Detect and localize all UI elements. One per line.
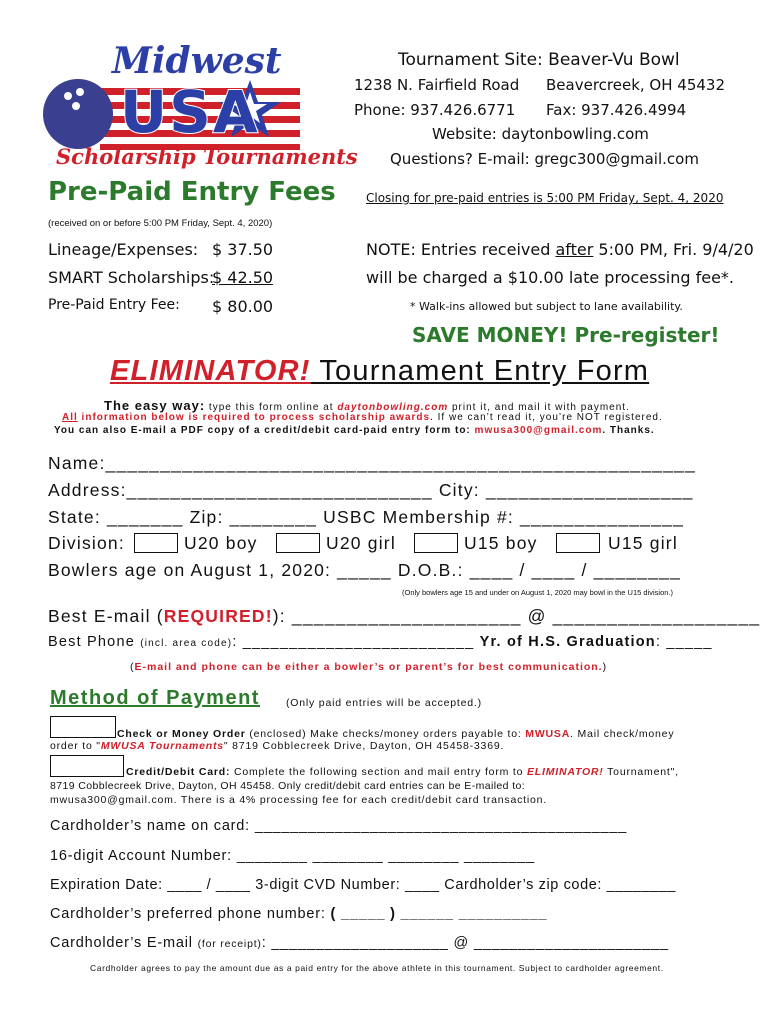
- address-field[interactable]: Address:____________________________ City: ___________________: [48, 480, 694, 500]
- contact-note: (E-mail and phone can be either a bowler’s or parent’s for best communication.): [130, 661, 608, 673]
- state-field[interactable]: State: _______ Zip: ________ USBC Membership #: _______________: [48, 507, 685, 527]
- closing-note: Closing for pre-paid entries is 5:00 PM Friday, Sept. 4, 2020: [366, 191, 724, 205]
- division-box-u20-girl[interactable]: [276, 533, 320, 553]
- grad-rest: : _____: [655, 634, 713, 650]
- site-questions: Questions? E-mail: gregc300@gmail.com: [390, 150, 699, 168]
- easy-way-line: [104, 398, 630, 413]
- easy-way-label: The easy way:: [104, 398, 206, 413]
- fee-label-scholarships: SMART Scholarships:: [48, 268, 215, 287]
- late-note-after: after: [555, 240, 594, 259]
- check-label: Check or Money Order: [117, 728, 246, 740]
- division-label: Division:: [48, 533, 125, 553]
- card-label: Credit/Debit Card:: [126, 766, 231, 778]
- required-text: information below is required to process scholarship awards: [77, 412, 431, 423]
- card-line-2: 8719 Cobblecreek Drive, Dayton, OH 45458. Only credit/debit card entries can be E-mailed to:: [50, 780, 526, 792]
- contact-note-text: E-mail and phone can be either a bowler’s or parent’s for best communication.: [134, 661, 603, 673]
- division-u15-girl: U15 girl: [608, 533, 678, 553]
- fee-amount-scholarships: $ 42.50: [212, 268, 274, 287]
- expiration-field[interactable]: Expiration Date: ____ / ____ 3-digit CVD Number: ____ Cardholder’s zip code: ________: [50, 877, 676, 893]
- check-line2-payee: MWUSA Tournaments: [100, 740, 224, 752]
- site-website: Website: daytonbowling.com: [432, 125, 649, 143]
- card-line: [126, 766, 679, 778]
- u15-note: (Only bowlers age 15 and under on August 1, 2020 may bowl in the U15 division.): [402, 588, 673, 597]
- pref-phone-rest: ( _____ ) ______ __________: [330, 906, 548, 922]
- required-line: [62, 412, 663, 423]
- save-money: SAVE MONEY! Pre-register!: [412, 323, 720, 347]
- form-title-rest: Tournament Entry Form: [310, 355, 650, 387]
- phone-label: Best Phone: [48, 634, 141, 650]
- fee-label-prepaid: Pre-Paid Entry Fee:: [48, 297, 180, 313]
- email-pdf-addr[interactable]: mwusa300@gmail.com: [474, 425, 603, 436]
- check-text: (enclosed) Make checks/money orders payable to:: [245, 728, 526, 740]
- phone-rest: : _________________________: [232, 634, 480, 650]
- site-fax: Fax: 937.426.4994: [546, 101, 687, 119]
- fee-amount-prepaid: $ 80.00: [212, 297, 274, 316]
- logo-main-text: USA: [120, 78, 260, 146]
- division-box-u15-boy[interactable]: [414, 533, 458, 553]
- site-title: Tournament Site: Beaver-Vu Bowl: [398, 50, 680, 70]
- age-field[interactable]: Bowlers age on August 1, 2020: _____ D.O.B.: ____ / ____ / ________: [48, 560, 682, 580]
- payment-title: Method of Payment: [50, 687, 260, 709]
- late-note-prefix: NOTE: Entries received: [366, 240, 556, 259]
- required-end: . If we can’t read it, you’re NOT registered.: [430, 412, 663, 423]
- account-number-field[interactable]: 16-digit Account Number: ________ ________ ________ ________: [50, 848, 535, 864]
- email-label: Best E-mail (: [48, 606, 164, 626]
- site-city: Beavercreek, OH 45432: [546, 76, 725, 94]
- card-text: Complete the following section and mail entry form to: [230, 766, 527, 778]
- division-u20-girl: U20 girl: [326, 533, 396, 553]
- cardholder-name-field[interactable]: Cardholder’s name on card: __________________________________________: [50, 818, 628, 834]
- fee-amount-lineage: $ 37.50: [212, 240, 274, 259]
- division-box-u20-boy[interactable]: [134, 533, 178, 553]
- email-required: REQUIRED!: [163, 606, 273, 626]
- email-rest: ): _____________________ @ ___________________: [272, 606, 761, 626]
- name-field[interactable]: Name:______________________________________________________: [48, 453, 696, 473]
- email-pdf-end: . Thanks.: [602, 425, 655, 436]
- walkins-note: * Walk-ins allowed but subject to lane availability.: [410, 300, 683, 313]
- cc-email-rest: : ____________________ @ ______________________: [261, 935, 669, 951]
- prepaid-title: Pre-Paid Entry Fees: [48, 177, 336, 207]
- card-text2: Tournament",: [603, 766, 679, 778]
- form-title: [110, 355, 649, 388]
- phone-field[interactable]: [48, 634, 713, 650]
- easy-way-text: type this form online at: [205, 402, 338, 413]
- late-note-suffix: 5:00 PM, Fri. 9/4/20: [593, 240, 754, 259]
- grad-label: Yr. of H.S. Graduation: [479, 634, 656, 650]
- late-note: [366, 240, 754, 259]
- logo-top-text: Midwest: [112, 40, 282, 82]
- email-pdf-line: [54, 425, 655, 436]
- late-fee-note: will be charged a $10.00 late processing fee*.: [366, 268, 735, 287]
- pref-phone-prefix: Cardholder’s preferred phone number:: [50, 906, 331, 922]
- check-line: [117, 728, 674, 740]
- cc-email-field[interactable]: [50, 935, 669, 951]
- midwest-usa-logo: [40, 40, 358, 172]
- check-payee: MWUSA: [525, 728, 571, 740]
- easy-way-end: print it, and mail it with payment.: [448, 402, 630, 413]
- pref-phone-field[interactable]: [50, 906, 547, 922]
- form-title-eliminator: ELIMINATOR!: [110, 355, 311, 387]
- division-box-u15-girl[interactable]: [556, 533, 600, 553]
- card-line-3: mwusa300@gmail.com. There is a 4% processing fee for each credit/debit card transaction.: [50, 794, 547, 806]
- check-line2-prefix: order to ": [50, 740, 101, 752]
- received-note: (received on or before 5:00 PM Friday, Sept. 4, 2020): [48, 218, 273, 229]
- cc-email-hint: (for receipt): [197, 938, 262, 950]
- cc-email-prefix: Cardholder’s E-mail: [50, 935, 198, 951]
- agreement-note: Cardholder agrees to pay the amount due as a paid entry for the above athlete in this tournament. Subject to cardholder agreement.: [90, 963, 664, 973]
- check-line-2: [50, 740, 504, 752]
- required-all: All: [62, 412, 78, 423]
- email-field[interactable]: [48, 606, 760, 627]
- card-box[interactable]: [50, 755, 124, 777]
- check-box[interactable]: [50, 716, 116, 738]
- site-link[interactable]: daytonbowling.com: [337, 402, 449, 413]
- payment-subtitle: (Only paid entries will be accepted.): [286, 697, 482, 709]
- division-u20-boy: U20 boy: [184, 533, 258, 553]
- check-line2-rest: " 8719 Cobblecreek Drive, Dayton, OH 45458-3369.: [223, 740, 505, 752]
- fee-label-lineage: Lineage/Expenses:: [48, 240, 199, 259]
- email-pdf-text: You can also E-mail a PDF copy of a credit/debit card-paid entry form to:: [54, 425, 475, 436]
- phone-hint: (incl. area code): [140, 638, 233, 649]
- logo-bottom-text: Scholarship Tournaments: [56, 144, 358, 169]
- card-elim: ELIMINATOR!: [526, 766, 604, 778]
- check-text2: . Mail check/money: [570, 728, 675, 740]
- site-phone: Phone: 937.426.6771: [354, 101, 516, 119]
- division-u15-boy: U15 boy: [464, 533, 538, 553]
- site-address: 1238 N. Fairfield Road: [354, 76, 520, 94]
